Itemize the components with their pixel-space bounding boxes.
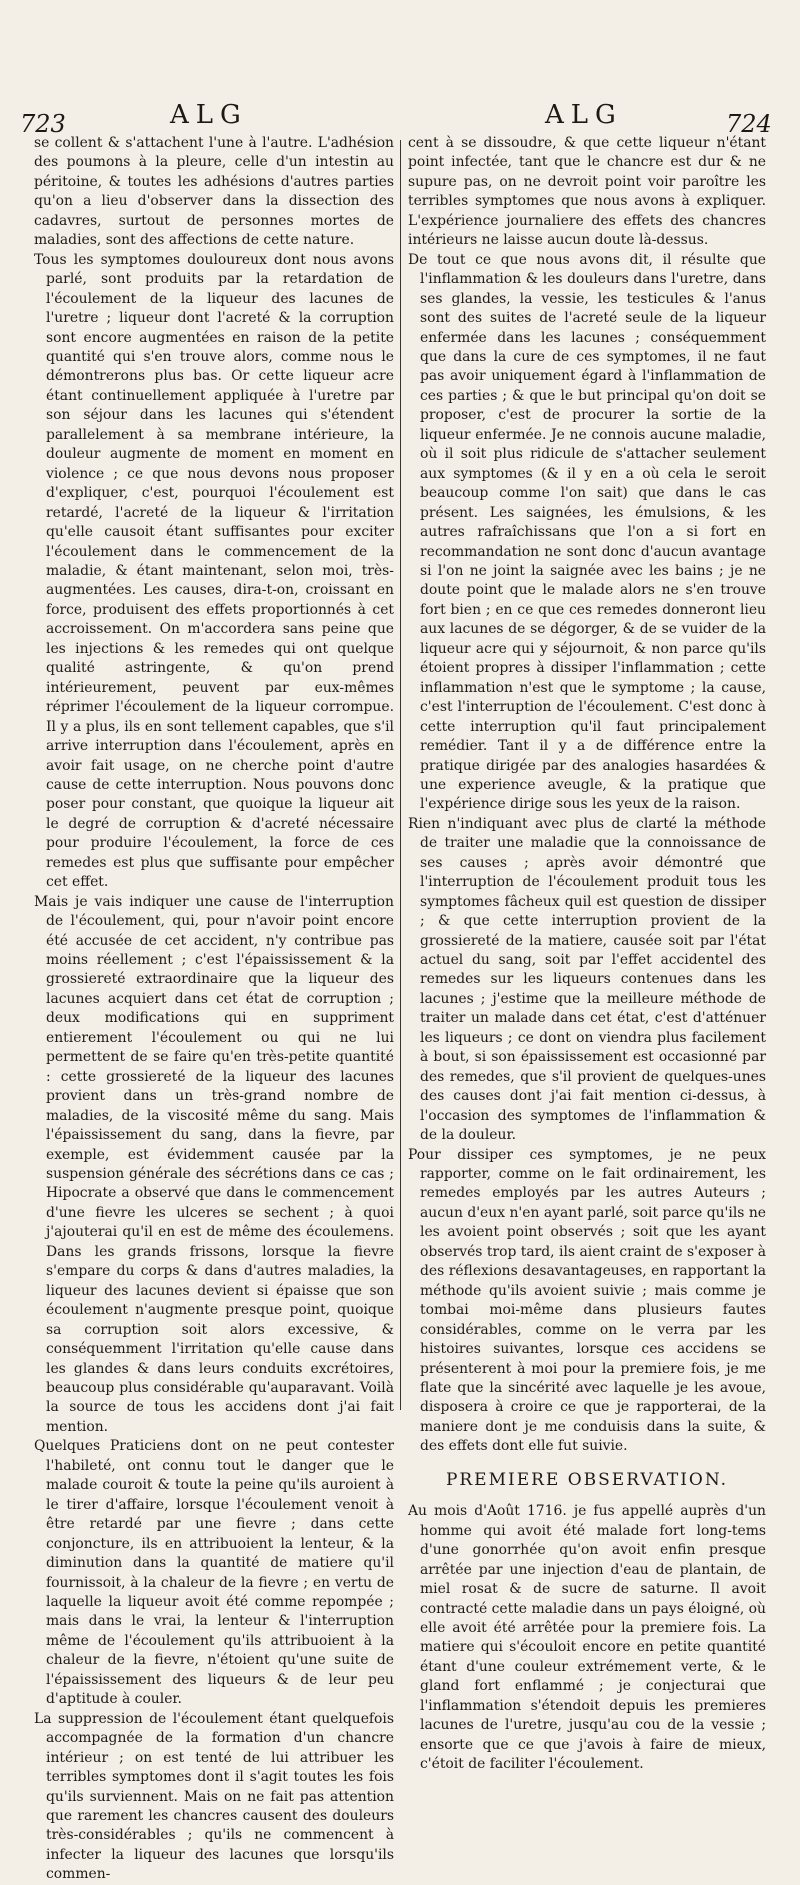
right-page-number: 724 bbox=[726, 110, 772, 138]
paragraph: Mais je vais indiquer une cause de l'interruption de l'écoulement, qui, pour n'avoir point encore été accusée de cet accident, n'y contribue pas moins réellement ; c'est l'épaississement & la grossiereté extraordinaire que la liqueur des lacunes acquiert dans cet état de corruption ; deux modifications qui en suppriment entierement l'écoulement ou qui ne lui permettent de se faire qu'en très-petite quantité : cette grossiereté de la liqueur des lacunes provient dans un très-grand nombre de maladies, de la viscosité même du sang. Mais l'épaississement du sang, dans la fievre, par exemple, est évidemment causée par la suspension générale des sécrétions dans ce cas ; Hipocrate a observé que dans le commencement d'une fievre les ulceres se sechent ; à quoi j'ajouterai qu'il en est de même des écoulemens. Dans les grands frissons, lorsque la fievre s'empare du corps & dans d'autres maladies, la liqueur des lacunes devient si épaisse que son écoulement n'augmente presque point, quoique sa corruption soit alors excessive, & conséquemment l'irritation qu'elle cause dans les glandes & dans leurs conduits excrétoires, beaucoup plus considérable qu'auparavant. Voilà la source de tous les accidens dont j'ai fait mention. bbox=[34, 893, 394, 1435]
left-headword: ALG bbox=[170, 100, 248, 130]
paragraph: De tout ce que nous avons dit, il résulte que l'inflammation & les douleurs dans l'uretre, dans ses glandes, la vessie, les testicules & l'anus sont des suites de l'acreté seule de la liqueur enfermée dans les lacunes ; conséquemment que dans la cure de ces symptomes, il ne faut pas avoir uniquement égard à l'inflammation de ces parties ; & que le but principal qu'on doit se proposer, c'est de procurer la sortie de la liqueur enfermée. Je ne connois aucune maladie, où il soit plus ridicule de s'attacher seulement aux symptomes (& il y en a où cela le seroit beaucoup comme l'on sait) que dans le cas présent. Les saignées, les émulsions, & les autres rafraîchissans que l'on a si fort en recommandation ne sont donc d'aucun avantage si l'on ne joint la saignée avec les bains ; je ne doute point que le malade alors ne s'en trouve fort bien ; en ce que ces remedes donneront lieu aux lacunes de se dégorger, & de se vuider de la liqueur acre qui y séjournoit, & non parce qu'ils étoient propres à dissiper l'inflammation ; cette inflammation n'est que le symptome ; la cause, c'est l'interruption de l'écoulement. C'est donc à cette interruption qu'il faut principalement remédier. Tant il y a de différence entre la pratique dirigée par des analogies hasardées & une experience aveugle, & la pratique que l'expérience dirige sous les yeux de la raison. bbox=[408, 251, 766, 813]
section-heading: PREMIERE OBSERVATION. bbox=[445, 1469, 729, 1490]
column-divider bbox=[400, 140, 401, 1410]
paragraph: se collent & s'attachent l'une à l'autre. L'adhésion des poumons à la pleure, celle d'un intestin au péritoine, & toutes les adhésions d'autres parties qu'on a lieu d'observer dans la dissection des cadavres, surtout de personnes mortes de maladies, sont des affections de cette nature. bbox=[34, 135, 394, 249]
left-page-number: 723 bbox=[20, 110, 66, 138]
right-column bbox=[408, 134, 766, 1773]
paragraph: Pour dissiper ces symptomes, je ne peux rapporter, comme on le fait ordinairement, les remedes employés par les autres Auteurs ; aucun d'eux n'en ayant parlé, soit parce qu'ils ne les avoient point observés ; soit que les ayant observés trop tard, ils aient craint de s'exposer à des réflexions desavantageuses, en rapportant la méthode qu'ils avoient suivie ; mais comme je tombai moi-même dans plusieurs fautes considérables, comme on le verra par les histoires suivantes, lorsque ces accidens se présenterent à moi pour la premiere fois, je me flate que la sincérité avec laquelle je les avoue, disposera à croire ce que je rapporterai, de la maniere dont je me conduisis dans la suite, & des effets dont elle fut suivie. bbox=[408, 1146, 766, 1455]
right-headword: ALG bbox=[545, 100, 623, 130]
paragraph: Au mois d'Août 1716. je fus appellé auprès d'un homme qui avoit été malade fort long-tems d'une gonorrhée qu'on avoit enfin presque arrêtée par une injection d'eau de plantain, de miel rosat & de sucre de saturne. Il avoit contracté cette maladie dans un pays éloigné, où elle avoit été arrêtée pour la premiere fois. La matiere qui s'écouloit encore en petite quantité étant d'une couleur extrémement verte, & le gland fort enflammé ; je conjecturai que l'inflammation s'étendoit depuis les premieres lacunes de l'uretre, jusqu'au cou de la vessie ; ensorte que ce que j'avois à faire de mieux, c'étoit de faciliter l'écoulement. bbox=[408, 1503, 766, 1773]
paragraph: Tous les symptomes douloureux dont nous avons parlé, sont produits par la retardation de l'écoulement de la liqueur des lacunes de l'uretre ; liqueur dont l'acreté & la corruption sont encore augmentées en raison de la petite quantité qui s'en trouve alors, comme nous le démontrerons plus bas. Or cette liqueur acre étant continuellement appliquée à l'uretre par son séjour dans les lacunes qui s'étendent parallelement à sa membrane intérieure, la douleur augmente de moment en moment en violence ; ce que nous devons nous proposer d'expliquer, c'est, pourquoi l'écoulement est retardé, l'acreté de la liqueur & l'irritation qu'elle causoit étant suffisantes pour exciter l'écoulement dans le commencement de la maladie, & étant maintenant, selon moi, très-augmentées. Les causes, dira-t-on, croissant en force, produisent des effets proportionnés à cet accroissement. On m'accordera sans peine que les injections & les remedes qui ont quelque qualité astringente, & qu'on prend intérieurement, peuvent par eux-mêmes réprimer l'écoulement de la liqueur corrompue. Il y a plus, ils en sont tellement capables, que s'il arrive interruption dans l'écoulement, après en avoir fait usage, on ne cherche point d'autre cause de cette interruption. Nous pouvons donc poser pour constant, que quoique la liqueur ait le degré de corruption & d'acreté nécessaire pour produire l'écoulement, la force de ces remedes est plus que suffisante pour empêcher cet effet. bbox=[34, 251, 394, 891]
paragraph: Rien n'indiquant avec plus de clarté la méthode de traiter une maladie que la connoissance de ses causes ; après avoir démontré que l'interruption de l'écoulement produit tous les symptomes fâcheux quil est question de dissiper ; & que cette interruption provient de la grossiereté de la matiere, causée soit par l'état actuel du sang, soit par l'effet accidentel des remedes sur les liqueurs contenues dans les lacunes ; j'estime que la meilleure méthode de traiter un malade dans cet état, c'est d'atténuer les liqueurs ; ce dont on viendra plus facilement à bout, si son épaississement est occasionné par des remedes, que s'il provient de quelques-unes des causes dont j'ai fait mention ci-dessus, à l'occasion des symptomes de l'inflammation & de la douleur. bbox=[408, 815, 766, 1144]
paragraph: La suppression de l'écoulement étant quelquefois accompagnée de la formation d'un chancre intérieur ; on est tenté de lui attribuer les terribles symptomes dont il s'agit toutes les fois qu'ils surviennent. Mais on ne fait pas attention que rarement les chancres causent des douleurs très-considérables ; qu'ils ne commencent à infecter la liqueur des lacunes que lorsqu'ils commen- bbox=[34, 1710, 394, 1883]
paragraph: cent à se dissoudre, & que cette liqueur n'étant point infectée, tant que le chancre est dur & ne supure pas, on ne devroit point voir paroître les terribles symptomes que nous avons à expliquer. L'expérience journaliere des effets des chancres intérieurs ne laisse aucun doute là-dessus. bbox=[408, 135, 766, 249]
left-column bbox=[34, 134, 394, 1883]
paragraph: Quelques Praticiens dont on ne peut contester l'habileté, ont connu tout le danger que le malade couroit & toute la peine qu'ils auroient à le tirer d'affaire, lorsque l'écoulement venoit à être retardé par une fievre ; dans cette conjoncture, ils en attribuoient la lenteur, & la diminution dans la quantité de matiere qu'il fournissoit, à la chaleur de la fievre ; en vertu de laquelle la liqueur avoit été comme repompée ; mais dans le vrai, la lenteur & l'interruption même de l'écoulement qu'ils attribuoient à la chaleur de la fievre, n'étoient qu'une suite de l'épaississement des liqueurs & de leur peu d'aptitude à couler. bbox=[34, 1438, 394, 1708]
